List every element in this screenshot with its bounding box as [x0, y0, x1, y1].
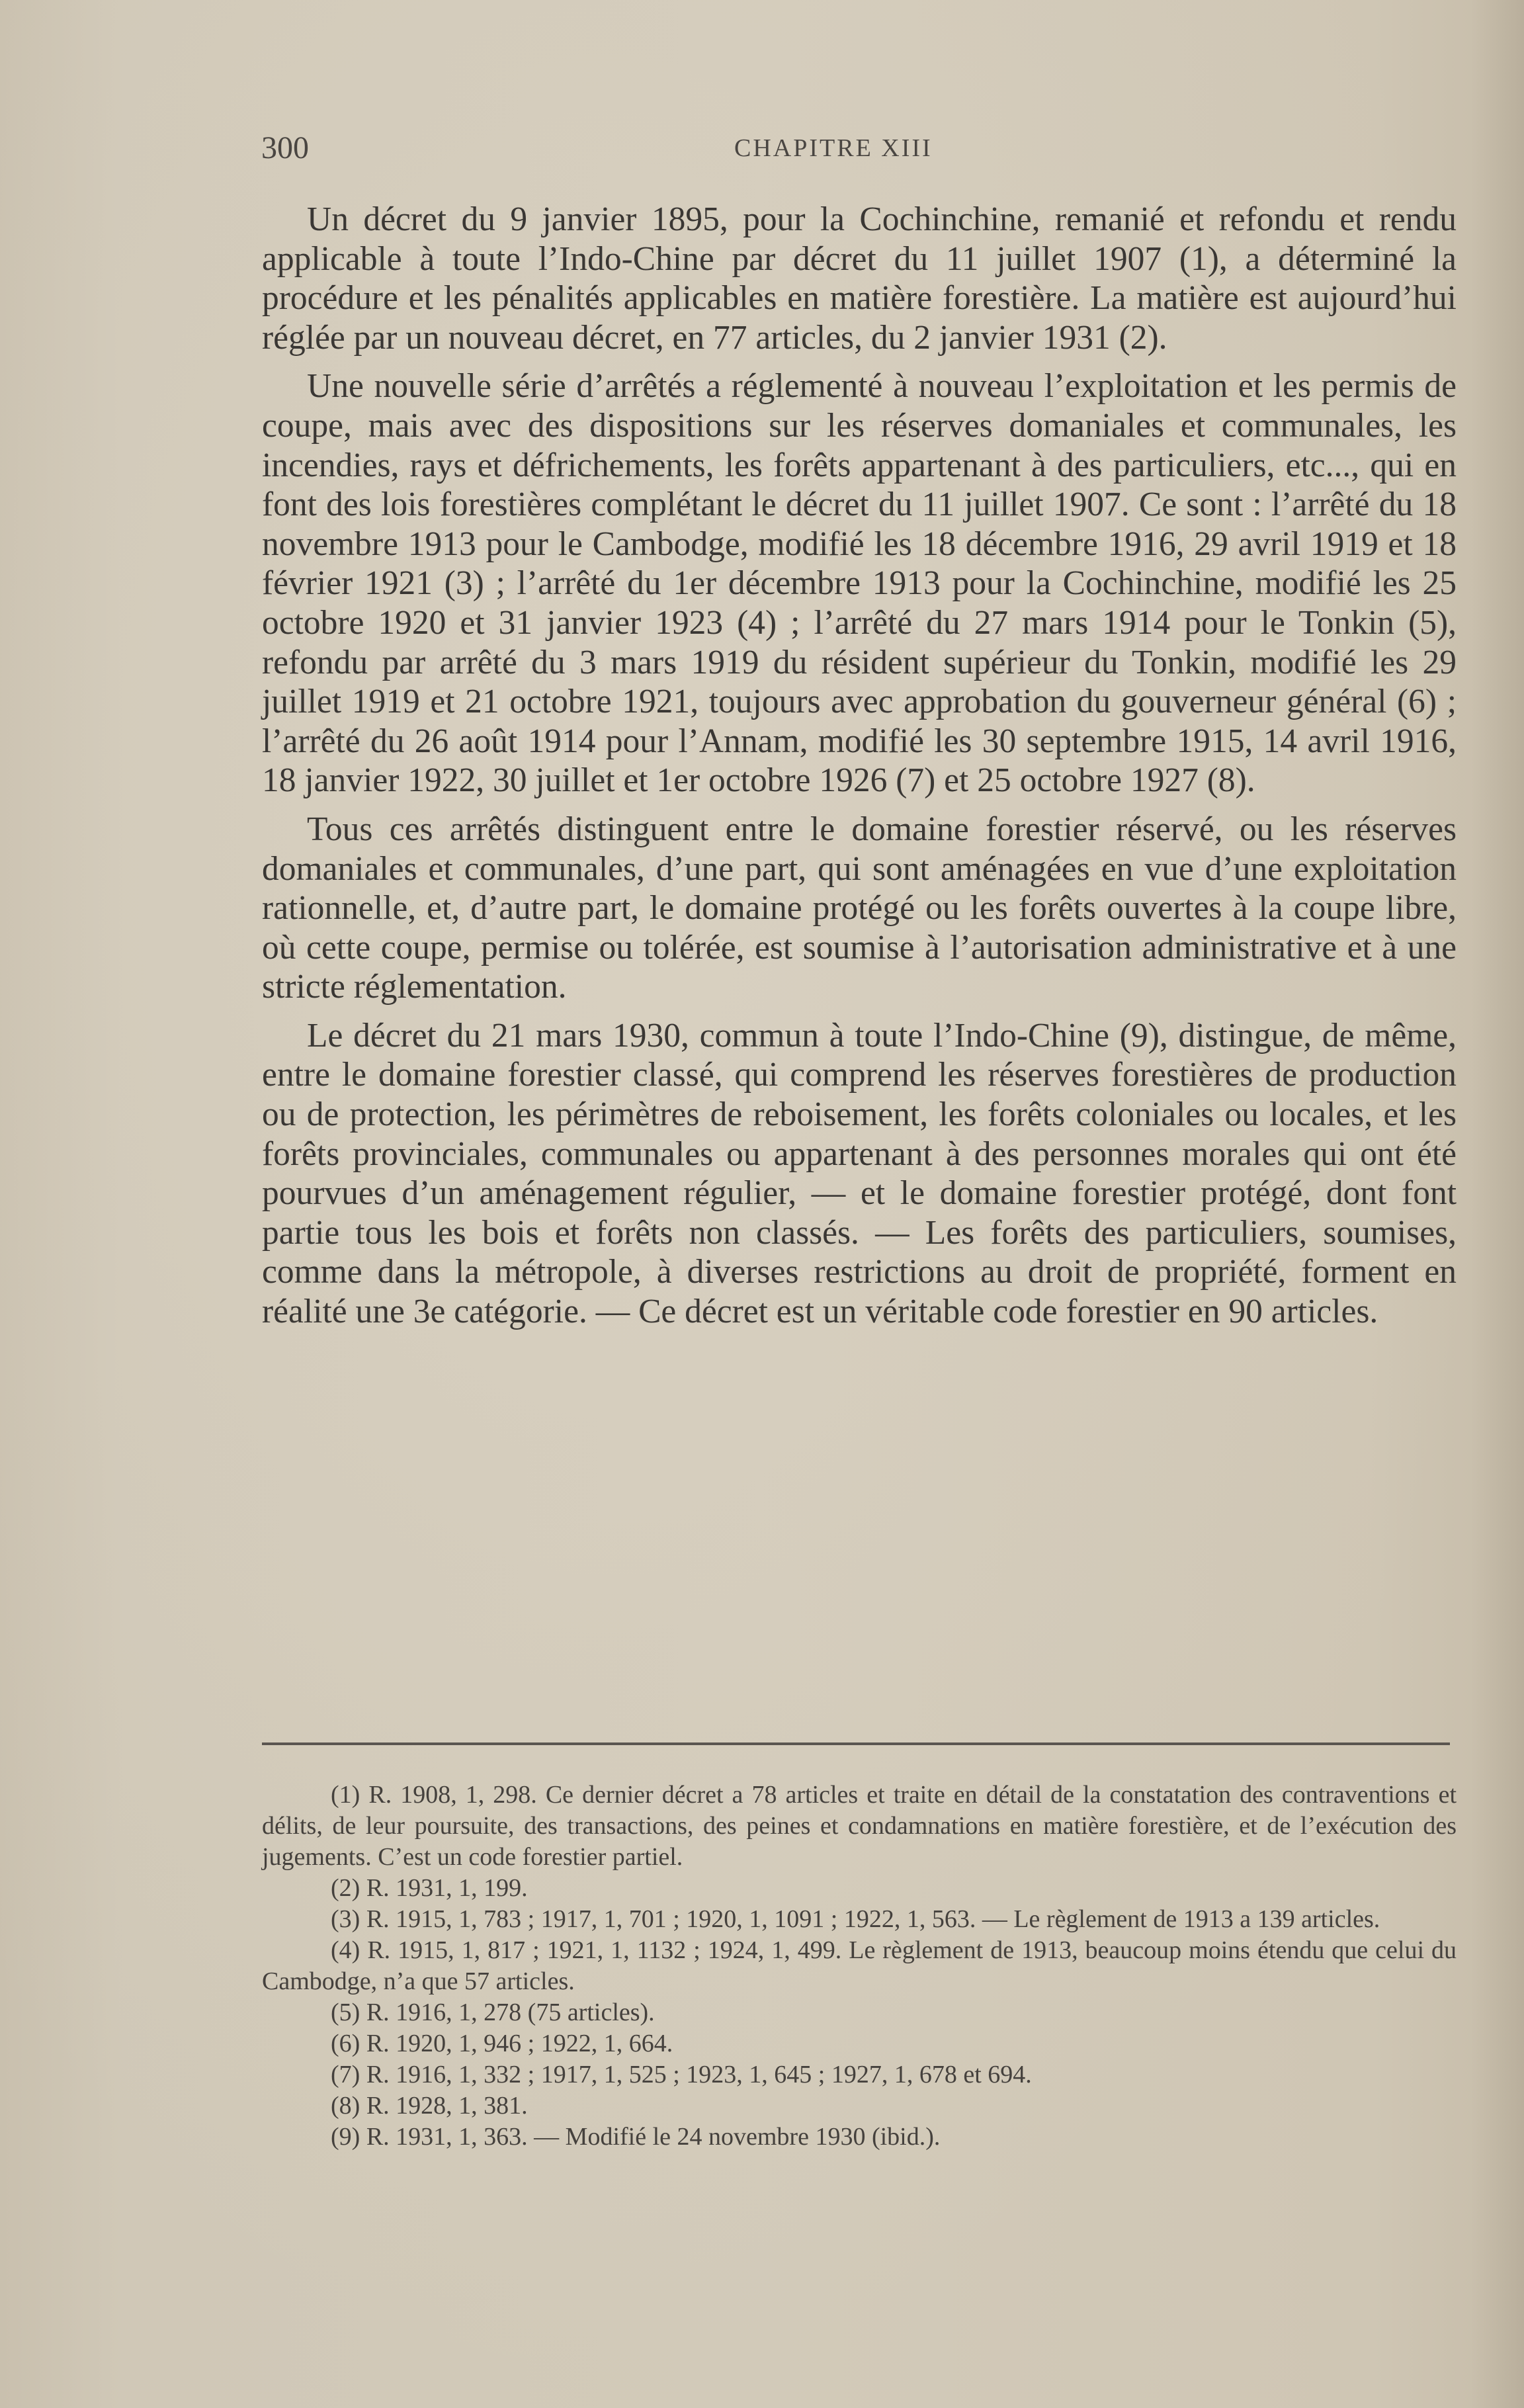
- chapter-title: CHAPITRE XIII: [734, 134, 933, 162]
- footnote-rule: [262, 1742, 1450, 1745]
- footnote-number: (4): [331, 1936, 360, 1964]
- body-text: [262, 200, 1457, 1341]
- footnote-number: (5): [331, 1999, 360, 2026]
- footnote-7: [262, 2059, 1457, 2090]
- running-head: [261, 130, 1452, 176]
- footnote-5: [262, 1997, 1457, 2028]
- footnote-6: [262, 2028, 1457, 2059]
- footnote-number: (6): [331, 2030, 360, 2057]
- footnote-text: R. 1915, 1, 817 ; 1921, 1, 1132 ; 1924, 1, 499. Le règlement de 1913, beaucoup moins étendu que celui du Cambodge, n’a que 57 articles.: [262, 1936, 1457, 1995]
- footnotes: [262, 1780, 1457, 2153]
- paragraph-3: Tous ces arrêtés distinguent entre le domaine forestier réservé, ou les réserves domaniales et communales, d’une part, qui sont aménagées en vue d’une exploitation rationnelle, et, d’autre part, le domaine protégé ou les forêts ouvertes à la coupe libre, où cette coupe, permise ou tolérée, est soumise à l’autorisation administrative et à une stricte réglementation.: [262, 810, 1457, 1006]
- footnote-text: R. 1915, 1, 783 ; 1917, 1, 701 ; 1920, 1, 1091 ; 1922, 1, 563. — Le règlement de 1913 a 139 articles.: [366, 1905, 1380, 1933]
- footnote-text: R. 1916, 1, 278 (75 articles).: [366, 1999, 655, 2026]
- paragraph-4: Le décret du 21 mars 1930, commun à toute l’Indo-Chine (9), distingue, de même, entre le domaine forestier classé, qui comprend les réserves forestières de production ou de protection, les périmètres de reboisement, les forêts coloniales ou locales, et les forêts provinciales, communales ou appartenant à des personnes morales qui ont été pourvues d’un aménagement régulier, — et le domaine forestier protégé, dont font partie tous les bois et forêts non classés. — Les forêts des particuliers, soumises, comme dans la métropole, à diverses restrictions au droit de propriété, forment en réalité une 3e catégorie. — Ce décret est un véritable code forestier en 90 articles.: [262, 1016, 1457, 1331]
- footnote-number: (7): [331, 2061, 360, 2088]
- paragraph-1: Un décret du 9 janvier 1895, pour la Cochinchine, remanié et refondu et rendu applicable à toute l’Indo-Chine par décret du 11 juillet 1907 (1), a déterminé la procédure et les pénalités applicables en matière forestière. La matière est aujourd’hui réglée par un nouveau décret, en 77 articles, du 2 janvier 1931 (2).: [262, 200, 1457, 357]
- footnote-text: R. 1931, 1, 199.: [366, 1874, 528, 1902]
- footnote-number: (1): [331, 1781, 360, 1809]
- footnote-2: [262, 1873, 1457, 1904]
- footnote-text: R. 1931, 1, 363. — Modifié le 24 novembre 1930 (ibid.).: [366, 2123, 941, 2151]
- footnote-text: R. 1928, 1, 381.: [366, 2092, 528, 2120]
- footnote-text: R. 1920, 1, 946 ; 1922, 1, 664.: [366, 2030, 673, 2057]
- footnote-text: R. 1916, 1, 332 ; 1917, 1, 525 ; 1923, 1, 645 ; 1927, 1, 678 et 694.: [366, 2061, 1032, 2088]
- footnote-number: (9): [331, 2123, 360, 2151]
- footnote-number: (2): [331, 1874, 360, 1902]
- footnote-4: [262, 1935, 1457, 1997]
- footnote-8: [262, 2090, 1457, 2122]
- footnote-text: R. 1908, 1, 298. Ce dernier décret a 78 articles et traite en détail de la constatation des contraventions et délits, de leur poursuite, des transactions, des peines et condamnations en matière forestière, et de l’exécution des jugements. C’est un code forestier partiel.: [262, 1781, 1457, 1871]
- footnote-9: [262, 2122, 1457, 2153]
- footnote-number: (8): [331, 2092, 360, 2120]
- page-number: 300: [261, 130, 309, 165]
- footnote-3: [262, 1904, 1457, 1935]
- footnote-1: [262, 1780, 1457, 1873]
- footnote-number: (3): [331, 1905, 360, 1933]
- paragraph-2: Une nouvelle série d’arrêtés a réglementé à nouveau l’exploitation et les permis de coupe, mais avec des dispositions sur les réserves domaniales et communales, les incendies, rays et défrichements, les forêts appartenant à des particuliers, etc..., qui en font des lois forestières complétant le décret du 11 juillet 1907. Ce sont : l’arrêté du 18 novembre 1913 pour le Cambodge, modifié les 18 décembre 1916, 29 avril 1919 et 18 février 1921 (3) ; l’arrêté du 1er décembre 1913 pour la Cochinchine, modifié les 25 octobre 1920 et 31 janvier 1923 (4) ; l’arrêté du 27 mars 1914 pour le Tonkin (5), refondu par arrêté du 3 mars 1919 du résident supérieur du Tonkin, modifié les 29 juillet 1919 et 21 octobre 1921, toujours avec approbation du gouverneur général (6) ; l’arrêté du 26 août 1914 pour l’Annam, modifié les 30 septembre 1915, 14 avril 1916, 18 janvier 1922, 30 juillet et 1er octobre 1926 (7) et 25 octobre 1927 (8).: [262, 367, 1457, 800]
